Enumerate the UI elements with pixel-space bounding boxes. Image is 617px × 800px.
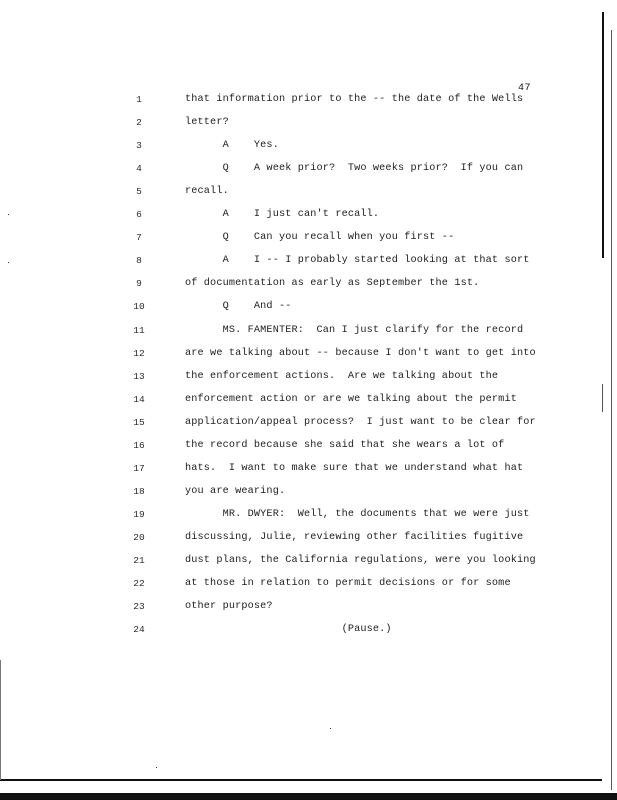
transcript-line: A Yes. (185, 140, 279, 151)
line-number: 13 (133, 371, 145, 382)
line-number: 5 (136, 186, 142, 197)
transcript-line: you are wearing. (185, 486, 286, 497)
line-number: 3 (136, 140, 142, 151)
line-number: 20 (133, 532, 145, 543)
line-number: 21 (133, 555, 145, 566)
transcript-line: that information prior to the -- the date of the Wells (185, 94, 524, 105)
transcript-line: the enforcement actions. Are we talking about the (185, 371, 499, 382)
line-number: 10 (133, 301, 145, 312)
transcript-line: letter? (185, 117, 229, 128)
transcript-line: discussing, Julie, reviewing other facilities fugitive (185, 532, 524, 543)
line-number: 19 (133, 509, 145, 520)
transcript-line: dust plans, the California regulations, were you looking (185, 555, 536, 566)
line-number: 12 (133, 348, 145, 359)
transcript-line: Q And -- (185, 301, 292, 312)
line-number: 4 (136, 163, 142, 174)
scan-speck (330, 728, 331, 729)
line-number: 16 (133, 440, 145, 451)
transcript-line: other purpose? (185, 601, 273, 612)
transcript-line: MR. DWYER: Well, the documents that we were just (185, 509, 530, 520)
transcript-line: enforcement action or are we talking about the permit (185, 394, 517, 405)
line-number: 23 (133, 601, 145, 612)
line-number: 1 (136, 94, 142, 105)
transcript-line: at those in relation to permit decisions or for some (185, 578, 511, 589)
scan-speck (156, 767, 157, 768)
line-number: 11 (133, 325, 145, 336)
line-number: 24 (133, 624, 145, 635)
line-number: 17 (133, 463, 145, 474)
bottom-edge-rule (0, 793, 617, 800)
transcript-line: hats. I want to make sure that we understand what hat (185, 463, 524, 474)
transcript-line: of documentation as early as September the 1st. (185, 278, 480, 289)
line-number: 6 (136, 209, 142, 220)
right-side-mark (602, 384, 603, 412)
transcript-line: A I -- I probably started looking at that sort (185, 255, 530, 266)
page-number: 47 (518, 83, 532, 94)
line-number: 2 (136, 117, 142, 128)
transcript-line: Q A week prior? Two weeks prior? If you can (185, 163, 524, 174)
right-edge-rule (611, 30, 612, 790)
scan-speck (8, 262, 9, 263)
transcript-line: are we talking about -- because I don't want to get into (185, 348, 536, 359)
line-number: 8 (136, 255, 142, 266)
line-number: 14 (133, 394, 145, 405)
transcript-line: MS. FAMENTER: Can I just clarify for the record (185, 325, 524, 336)
line-number: 18 (133, 486, 145, 497)
left-edge-rule (0, 660, 1, 780)
transcript-line: A I just can't recall. (185, 209, 380, 220)
line-number: 7 (136, 232, 142, 243)
transcript-line: the record because she said that she wears a lot of (185, 440, 505, 451)
right-margin-rule (602, 12, 604, 258)
bottom-border-rule (0, 779, 602, 781)
transcript-line: recall. (185, 186, 229, 197)
line-number: 15 (133, 417, 145, 428)
line-number: 9 (136, 278, 142, 289)
transcript-line: (Pause.) (185, 624, 392, 635)
transcript-line: application/appeal process? I just want to be clear for (185, 417, 536, 428)
line-number: 22 (133, 578, 145, 589)
scan-speck (8, 214, 9, 215)
transcript-line: Q Can you recall when you first -- (185, 232, 455, 243)
